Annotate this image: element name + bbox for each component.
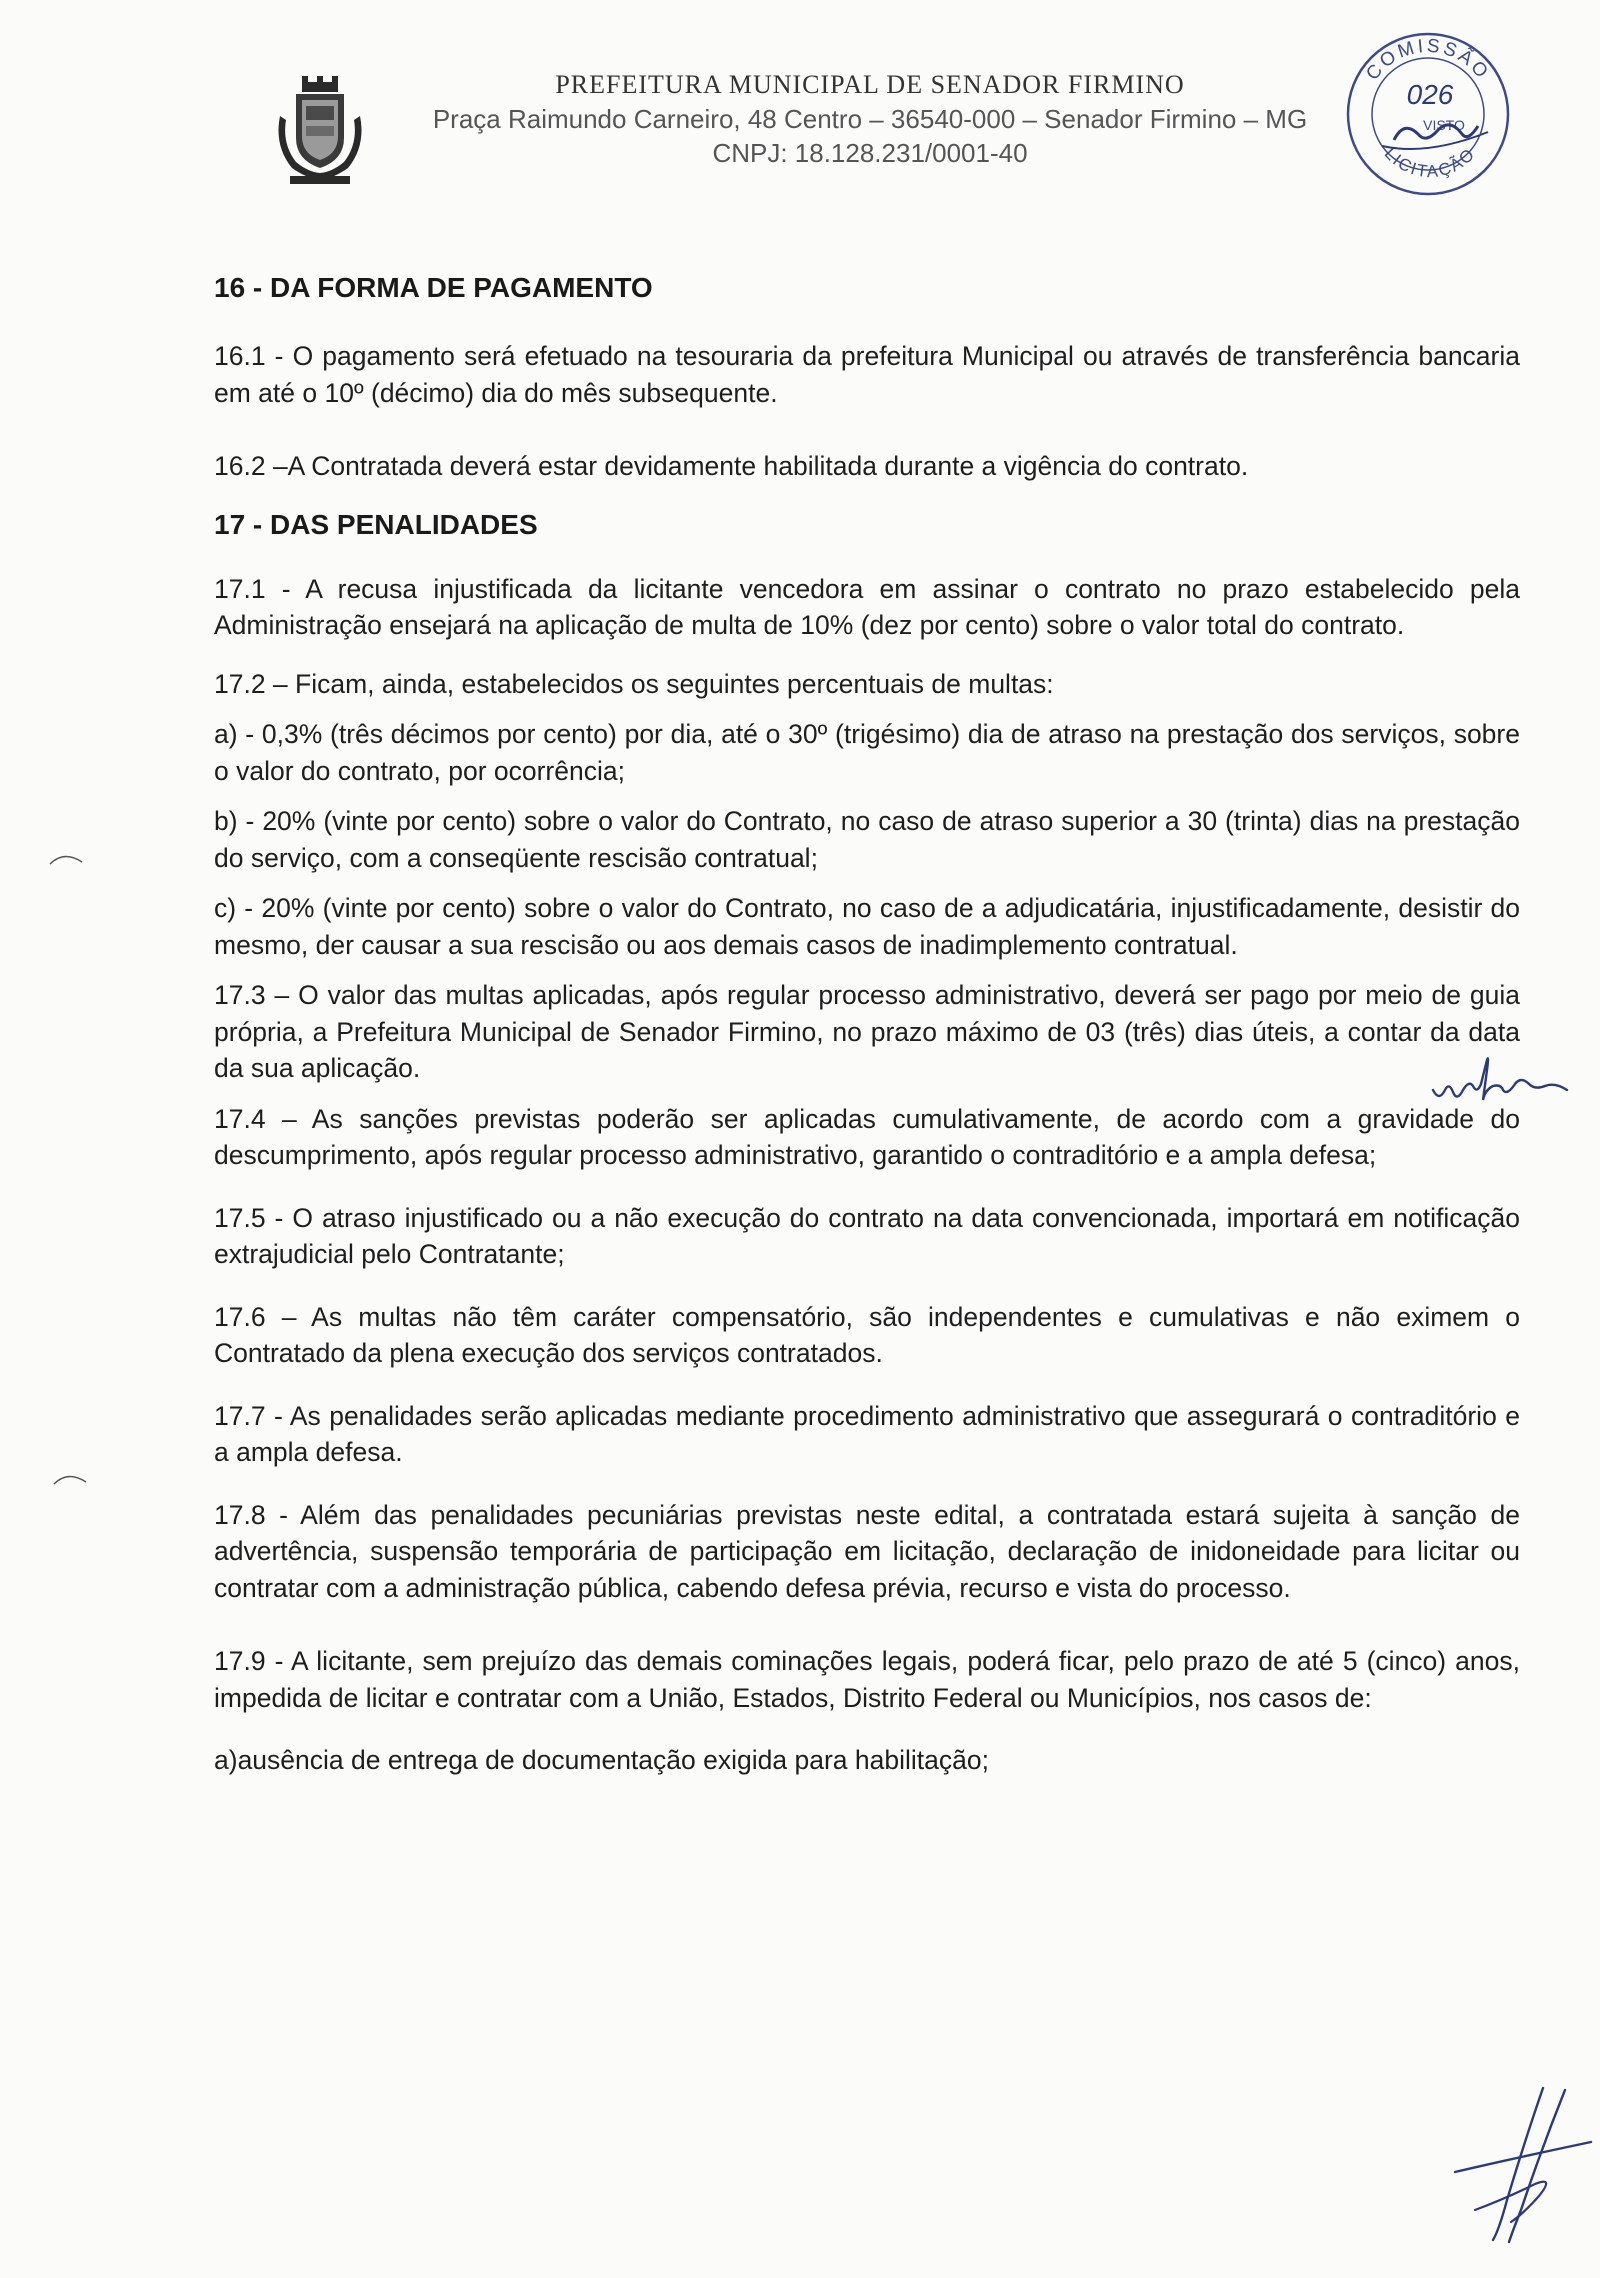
document-body (214, 270, 1520, 1779)
rubric-signature (1415, 2080, 1595, 2250)
section-17-heading: 17 - DAS PENALIDADES (214, 508, 538, 540)
paragraph-16-2: 16.2 –A Contratada deverá estar devidamente habilitada durante a vigência do contrato. (214, 451, 1249, 481)
punch-mark (50, 1468, 90, 1488)
paragraph-17-2-a: a) - 0,3% (três décimos por cento) por dia, até o 30º (trigésimo) dia de atraso na prestação dos serviços, sobre o valor do contrato, por ocorrência; (214, 719, 1520, 786)
stamp-bottom-text: LICITAÇÃO (1380, 143, 1480, 182)
paragraph-17-9-a: a)ausência de entrega de documentação exigida para habilitação; (214, 1745, 989, 1775)
paragraph-17-3: 17.3 – O valor das multas aplicadas, após regular processo administrativo, deverá ser pago por meio de guia própria, a Prefeitura Municipal de Senador Firmino, no prazo máximo de 03 (três) dias úteis, a contar da data da sua aplicação. (214, 980, 1520, 1083)
paragraph-17-7: 17.7 - As penalidades serão aplicadas mediante procedimento administrativo que assegurará o contraditório e a ampla defesa. (214, 1400, 1520, 1467)
paragraph-17-4: 17.4 – As sanções previstas poderão ser aplicadas cumulativamente, de acordo com a gravidade do descumprimento, após regular processo administrativo, garantido o contraditório e a ampla defesa; (214, 1103, 1520, 1170)
section-16-heading: 16 - DA FORMA DE PAGAMENTO (214, 272, 653, 303)
stamp-visto: VISTO (1423, 117, 1465, 133)
stamp-number: 026 (1406, 79, 1454, 110)
coat-of-arms-icon (272, 76, 368, 186)
svg-text:COMISSÃO (1362, 36, 1493, 85)
paragraph-17-2-b: b) - 20% (vinte por cento) sobre o valor do Contrato, no caso de atraso superior a 30 (trinta) dias na prestação do serviço, com a conseqüente rescisão contratual; (214, 806, 1520, 873)
stamp-top-text: COMISSÃO (1362, 35, 1494, 85)
paragraph-17-9: 17.9 - A licitante, sem prejuízo das demais cominações legais, poderá ficar, pelo prazo de até 5 (cinco) anos, impedida de licitar e contratar com a União, Estados, Distrito Federal ou Municípios, nos casos de: (214, 1646, 1520, 1713)
paragraph-16-1: 16.1 - O pagamento será efetuado na tesouraria da prefeitura Municipal ou através de transferência bancaria em até o 10º (décimo) dia do mês subsequente. (214, 341, 1520, 408)
punch-mark (46, 848, 86, 868)
letterhead (0, 35, 1600, 200)
letterhead-title: PREFEITURA MUNICIPAL DE SENADOR FIRMINO (555, 70, 1185, 99)
commission-stamp (1338, 22, 1518, 202)
paragraph-17-8: 17.8 - Além das penalidades pecuniárias previstas neste edital, a contratada estará sujeita à sanção de advertência, suspensão temporária de participação em licitação, declaração de inidoneidade para licitar ou contratar com a administração pública, cabendo defesa prévia, recurso e vista do processo. (214, 1499, 1520, 1603)
paragraph-17-2-c: c) - 20% (vinte por cento) sobre o valor do Contrato, no caso de a adjudicatária, injustificadamente, desistir do mesmo, der causar a sua rescisão ou aos demais casos de inadimplemento contratual. (214, 893, 1520, 960)
svg-text:LICITAÇÃO (1381, 144, 1480, 181)
letterhead-text (370, 68, 1370, 170)
initials-signature (1425, 1050, 1575, 1110)
paragraph-17-1: 17.1 - A recusa injustificada da licitante vencedora em assinar o contrato no prazo estabelecido pela Administração ensejará na aplicação de multa de 10% (dez por cento) sobre o valor total do contrato. (214, 573, 1520, 640)
paragraph-17-2: 17.2 – Ficam, ainda, estabelecidos os seguintes percentuais de multas: (214, 668, 1054, 699)
letterhead-address: Praça Raimundo Carneiro, 48 Centro – 36540-000 – Senador Firmino – MG (432, 104, 1308, 134)
letterhead-cnpj: CNPJ: 18.128.231/0001-40 (712, 138, 1028, 168)
paragraph-17-6: 17.6 – As multas não têm caráter compensatório, são independentes e cumulativas e não eximem o Contratado da plena execução dos serviços contratados. (214, 1301, 1520, 1368)
paragraph-17-5: 17.5 - O atraso injustificado ou a não execução do contrato na data convencionada, importará em notificação extrajudicial pelo Contratante; (214, 1202, 1520, 1269)
